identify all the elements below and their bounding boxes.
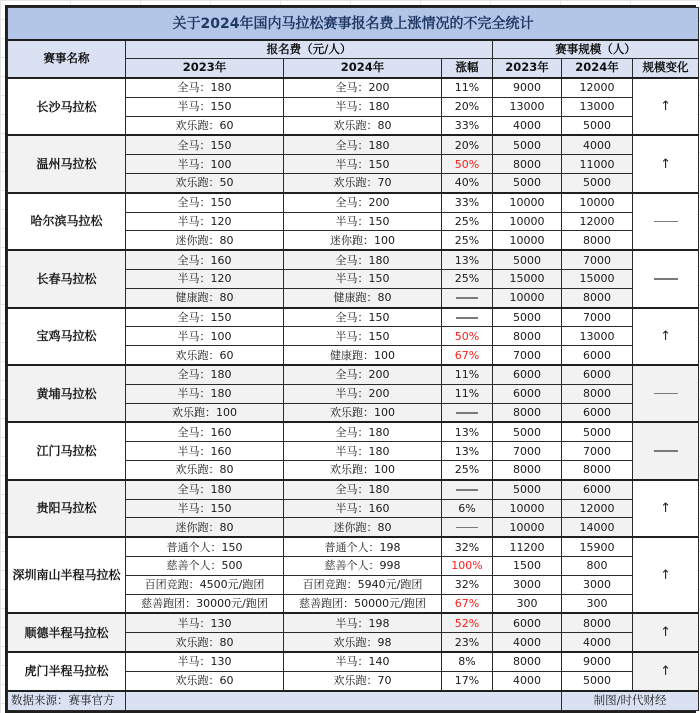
table-body (8, 78, 699, 691)
scale-2023: 1500 (493, 556, 562, 575)
table-row (8, 365, 699, 384)
increase-cell: 67% (442, 594, 493, 613)
scale-2024: 8000 (562, 613, 633, 632)
increase-cell (442, 480, 493, 499)
fee-2023: 半马：180 (126, 384, 284, 403)
fee-2024: 迷你跑：100 (284, 231, 442, 250)
event-name: 深圳南山半程马拉松 (8, 537, 126, 613)
increase-cell: 11% (442, 78, 493, 97)
scale-2023: 8000 (493, 403, 562, 422)
scale-change-cell (633, 193, 699, 250)
increase-cell: 11% (442, 384, 493, 403)
increase-cell: 32% (442, 575, 493, 594)
fee-2024: 半马：150 (284, 327, 442, 346)
fee-2023: 半马：120 (126, 212, 284, 231)
increase-cell (442, 403, 493, 422)
fee-2024: 全马：180 (284, 135, 442, 154)
scale-2023: 8000 (493, 652, 562, 671)
increase-cell: 13% (442, 442, 493, 461)
scale-2024: 6000 (562, 365, 633, 384)
scale-2023: 10000 (493, 212, 562, 231)
header-scale-change: 规模变化 (633, 59, 699, 79)
increase-cell: 20% (442, 97, 493, 116)
fee-2024: 慈善个人：998 (284, 556, 442, 575)
fee-2024: 全马：150 (284, 308, 442, 327)
scale-2023: 8000 (493, 327, 562, 346)
scale-2024: 10000 (562, 193, 633, 212)
event-name: 顺德半程马拉松 (8, 613, 126, 652)
scale-2023: 4000 (493, 671, 562, 690)
scale-2023: 10000 (493, 193, 562, 212)
fee-2023: 欢乐跑：60 (126, 671, 284, 690)
fee-2024: 全马：180 (284, 422, 442, 441)
flat-dash-icon (654, 393, 678, 395)
increase-cell: 100% (442, 556, 493, 575)
scale-2023: 10000 (493, 231, 562, 250)
no-change-dash-icon (456, 297, 478, 299)
no-change-dash-icon (456, 412, 478, 414)
fee-2024: 欢乐跑：98 (284, 633, 442, 652)
fee-2023: 欢乐跑：60 (126, 116, 284, 135)
scale-2023: 13000 (493, 97, 562, 116)
event-name: 温州马拉松 (8, 135, 126, 192)
fee-2024: 全马：200 (284, 193, 442, 212)
fee-2024: 半马：160 (284, 499, 442, 518)
scale-2023: 6000 (493, 613, 562, 632)
header-fee-group: 报名费（元/人） (126, 40, 493, 59)
scale-2024: 5000 (562, 116, 633, 135)
increase-cell: 20% (442, 135, 493, 154)
scale-2024: 5000 (562, 671, 633, 690)
fee-2024: 欢乐跑：70 (284, 671, 442, 690)
event-name: 长沙马拉松 (8, 78, 126, 135)
fee-2024: 半马：140 (284, 652, 442, 671)
increase-cell: 6% (442, 499, 493, 518)
scale-2023: 5000 (493, 422, 562, 441)
increase-cell: 23% (442, 633, 493, 652)
scale-2023: 7000 (493, 442, 562, 461)
fee-2023: 慈善跑团：30000元/跑团 (126, 594, 284, 613)
fee-2023: 全马：160 (126, 422, 284, 441)
table-title: 关于2024年国内马拉松赛事报名费上涨情况的不完全统计 (8, 8, 699, 41)
fee-2023: 健康跑：80 (126, 288, 284, 307)
increase-cell: 25% (442, 460, 493, 479)
scale-2024: 12000 (562, 212, 633, 231)
fee-2023: 欢乐跑：80 (126, 460, 284, 479)
increase-cell: 67% (442, 346, 493, 365)
increase-cell: 25% (442, 269, 493, 288)
scale-2023: 6000 (493, 384, 562, 403)
fee-2024: 健康跑：100 (284, 346, 442, 365)
fee-2024: 欢乐跑：70 (284, 173, 442, 192)
fee-2024: 普通个人：198 (284, 537, 442, 556)
scale-2023: 15000 (493, 269, 562, 288)
marathon-fee-table (5, 5, 696, 713)
flat-dash-icon (654, 221, 678, 223)
event-name: 江门马拉松 (8, 422, 126, 479)
scale-2024: 13000 (562, 97, 633, 116)
fee-2024: 全马：200 (284, 365, 442, 384)
scale-2023: 10000 (493, 288, 562, 307)
fee-2023: 半马：150 (126, 97, 284, 116)
table-row (8, 308, 699, 327)
fee-2024: 半马：180 (284, 442, 442, 461)
scale-2024: 11000 (562, 155, 633, 174)
table-row (8, 537, 699, 556)
fee-2023: 半马：100 (126, 327, 284, 346)
scale-2024: 300 (562, 594, 633, 613)
table-row (8, 613, 699, 632)
header-fee-2023: 2023年 (126, 59, 284, 79)
table-row (8, 422, 699, 441)
scale-change-cell (633, 537, 699, 613)
scale-2023: 5000 (493, 250, 562, 269)
up-arrow-icon: ↑ (660, 500, 671, 516)
fee-2024: 欢乐跑：100 (284, 460, 442, 479)
fee-2024: 欢乐跑：80 (284, 116, 442, 135)
fee-2023: 欢乐跑：60 (126, 346, 284, 365)
header-scale-2023: 2023年 (493, 59, 562, 79)
scale-2023: 8000 (493, 460, 562, 479)
data-source: 数据来源：赛事官方 (8, 691, 126, 711)
fee-2023: 欢乐跑：80 (126, 633, 284, 652)
scale-2023: 9000 (493, 78, 562, 97)
up-arrow-icon: ↑ (660, 625, 671, 641)
increase-cell: 33% (442, 193, 493, 212)
scale-2023: 8000 (493, 155, 562, 174)
scale-2024: 4000 (562, 135, 633, 154)
up-arrow-icon: ↑ (660, 663, 671, 679)
scale-2024: 6000 (562, 403, 633, 422)
table-row (8, 250, 699, 269)
increase-cell: 11% (442, 365, 493, 384)
increase-cell: 52% (442, 613, 493, 632)
scale-2023: 11200 (493, 537, 562, 556)
fee-2024: 半马：150 (284, 212, 442, 231)
fee-2023: 全马：180 (126, 78, 284, 97)
increase-cell: 40% (442, 173, 493, 192)
scale-2023: 3000 (493, 575, 562, 594)
chart-credit: 制图/时代财经 (562, 691, 699, 711)
scale-2024: 12000 (562, 78, 633, 97)
scale-2023: 6000 (493, 365, 562, 384)
fee-2023: 全马：150 (126, 193, 284, 212)
fee-2023: 半马：100 (126, 155, 284, 174)
fee-2024: 全马：180 (284, 480, 442, 499)
fee-2024: 半马：150 (284, 155, 442, 174)
fee-2024: 百团竞跑：5940元/跑团 (284, 575, 442, 594)
event-name: 贵阳马拉松 (8, 480, 126, 537)
up-arrow-icon: ↑ (660, 328, 671, 344)
scale-2024: 13000 (562, 327, 633, 346)
fee-2024: 全马：180 (284, 250, 442, 269)
fee-2023: 欢乐跑：100 (126, 403, 284, 422)
scale-change-cell (633, 480, 699, 537)
scale-2024: 5000 (562, 173, 633, 192)
footer-spacer (126, 691, 562, 711)
increase-cell: 13% (442, 422, 493, 441)
scale-2023: 4000 (493, 116, 562, 135)
table-row (8, 193, 699, 212)
header-increase: 涨幅 (442, 59, 493, 79)
fee-2024: 迷你跑：80 (284, 518, 442, 537)
fee-2023: 半马：150 (126, 499, 284, 518)
scale-2024: 8000 (562, 384, 633, 403)
fee-2024: 全马：200 (284, 78, 442, 97)
fee-2023: 百团竞跑：4500元/跑团 (126, 575, 284, 594)
fee-2024: 半马：150 (284, 269, 442, 288)
scale-2024: 7000 (562, 308, 633, 327)
increase-cell: 8% (442, 652, 493, 671)
scale-2024: 15900 (562, 537, 633, 556)
fee-2024: 欢乐跑：100 (284, 403, 442, 422)
increase-cell: 25% (442, 231, 493, 250)
increase-cell (442, 308, 493, 327)
no-change-dash-icon (456, 489, 478, 491)
scale-change-cell (633, 365, 699, 422)
scale-2024: 8000 (562, 288, 633, 307)
scale-2023: 5000 (493, 173, 562, 192)
scale-2024: 6000 (562, 480, 633, 499)
scale-2023: 5000 (493, 135, 562, 154)
fee-2023: 欢乐跑：50 (126, 173, 284, 192)
scale-2024: 8000 (562, 231, 633, 250)
scale-change-cell (633, 652, 699, 691)
fee-2024: 半马：198 (284, 613, 442, 632)
scale-change-cell (633, 135, 699, 192)
event-name: 宝鸡马拉松 (8, 308, 126, 365)
scale-2023: 10000 (493, 518, 562, 537)
table-row (8, 480, 699, 499)
table-row (8, 78, 699, 97)
header-event-name: 赛事名称 (8, 40, 126, 78)
fee-2023: 全马：150 (126, 308, 284, 327)
fee-2023: 全马：180 (126, 480, 284, 499)
fee-2023: 慈善个人：500 (126, 556, 284, 575)
no-change-dash-icon (456, 317, 478, 319)
increase-cell: 32% (442, 537, 493, 556)
fee-2024: 半马：200 (284, 384, 442, 403)
fee-2024: 健康跑：80 (284, 288, 442, 307)
scale-change-cell (633, 250, 699, 307)
scale-2024: 8000 (562, 460, 633, 479)
event-name: 虎门半程马拉松 (8, 652, 126, 691)
flat-dash-icon (654, 278, 678, 280)
scale-2024: 800 (562, 556, 633, 575)
event-name: 黄埔马拉松 (8, 365, 126, 422)
header-fee-2024: 2024年 (284, 59, 442, 79)
fee-2023: 半马：130 (126, 613, 284, 632)
scale-2023: 5000 (493, 308, 562, 327)
scale-2023: 5000 (493, 480, 562, 499)
increase-cell: 50% (442, 327, 493, 346)
increase-cell (442, 518, 493, 537)
scale-2024: 4000 (562, 633, 633, 652)
scale-2023: 10000 (493, 499, 562, 518)
scale-2024: 9000 (562, 652, 633, 671)
scale-2024: 12000 (562, 499, 633, 518)
scale-2023: 300 (493, 594, 562, 613)
increase-cell: 25% (442, 212, 493, 231)
scale-2024: 15000 (562, 269, 633, 288)
event-name: 长春马拉松 (8, 250, 126, 307)
fee-2023: 普通个人：150 (126, 537, 284, 556)
scale-2024: 5000 (562, 422, 633, 441)
scale-change-cell (633, 613, 699, 652)
fee-2023: 全马：160 (126, 250, 284, 269)
fee-2023: 迷你跑：80 (126, 518, 284, 537)
scale-2024: 7000 (562, 442, 633, 461)
table-row (8, 652, 699, 671)
fee-2024: 慈善跑团：50000元/跑团 (284, 594, 442, 613)
up-arrow-icon: ↑ (660, 99, 671, 115)
scale-change-cell (633, 422, 699, 479)
increase-cell (442, 288, 493, 307)
fee-2023: 全马：180 (126, 365, 284, 384)
increase-cell: 17% (442, 671, 493, 690)
scale-change-cell (633, 308, 699, 365)
scale-2024: 7000 (562, 250, 633, 269)
event-name: 哈尔滨马拉松 (8, 193, 126, 250)
fee-2023: 迷你跑：80 (126, 231, 284, 250)
increase-cell: 33% (442, 116, 493, 135)
up-arrow-icon: ↑ (660, 156, 671, 172)
scale-2024: 3000 (562, 575, 633, 594)
scale-2024: 14000 (562, 518, 633, 537)
fee-2023: 半马：160 (126, 442, 284, 461)
up-arrow-icon: ↑ (660, 567, 671, 583)
increase-cell: 13% (442, 250, 493, 269)
fee-2023: 半马：120 (126, 269, 284, 288)
scale-change-cell (633, 78, 699, 135)
fee-2023: 半马：130 (126, 652, 284, 671)
table-row (8, 135, 699, 154)
fee-2024: 半马：180 (284, 97, 442, 116)
header-scale-group: 赛事规模（人） (493, 40, 699, 59)
flat-dash-icon (654, 450, 678, 452)
header-scale-2024: 2024年 (562, 59, 633, 79)
scale-2023: 4000 (493, 633, 562, 652)
scale-2023: 7000 (493, 346, 562, 365)
no-change-dash-icon (456, 527, 478, 529)
scale-2024: 6000 (562, 346, 633, 365)
increase-cell: 50% (442, 155, 493, 174)
fee-2023: 全马：150 (126, 135, 284, 154)
